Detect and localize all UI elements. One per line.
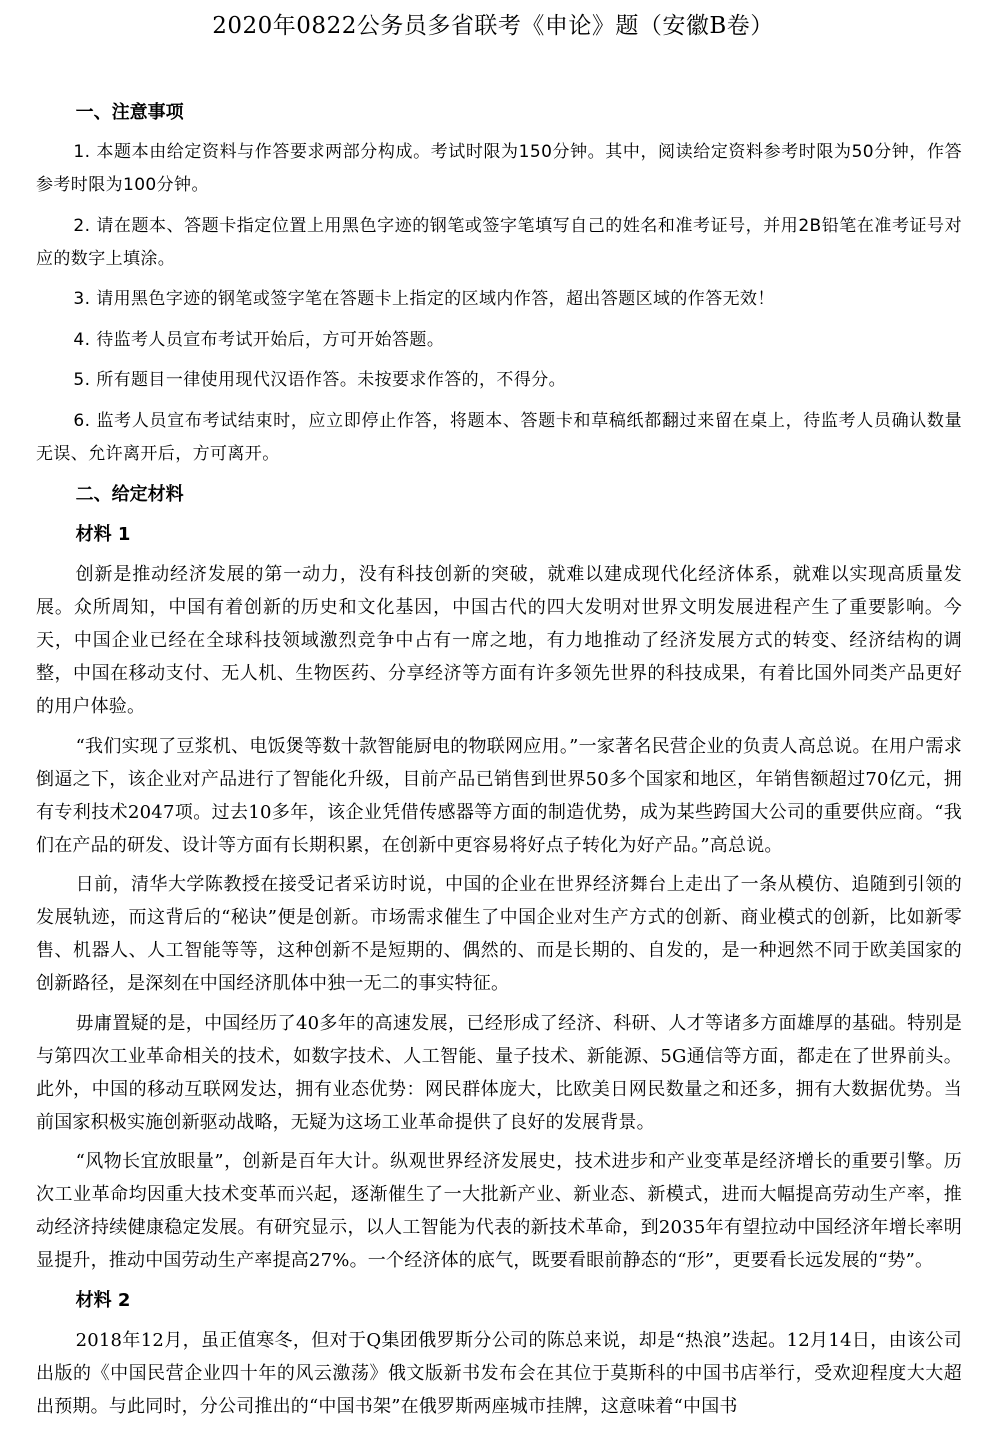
notice-item-2: 2. 请在题本、答题卡指定位置上用黑色字迹的钢笔或签字笔填写自己的姓名和准考证号，并用2B铅笔在准考证号对应的数字上填涂。 bbox=[36, 215, 962, 269]
material1-paragraph: 日前，清华大学陈教授在接受记者采访时说，中国的企业在世界经济舞台上走出了一条从模仿、追随到引领的发展轨迹，而这背后的“秘诀”便是创新。市场需求催生了中国企业对生产方式的创新、商业模式的创新，比如新零售、机器人、人工智能等等，这种创新不是短期的、偶然的、而是长期的、自发的，是一种迥然不同于欧美国家的创新路径，是深刻在中国经济肌体中独一无二的事实特征。 bbox=[36, 874, 962, 994]
document-body bbox=[36, 96, 962, 1429]
document-title: 2020年0822公务员多省联考《申论》题（安徽B卷） bbox=[212, 13, 774, 39]
material1-paragraph: “风物长宜放眼量”，创新是百年大计。纵观世界经济发展史，技术进步和产业变革是经济增长的重要引擎。历次工业革命均因重大技术变革而兴起，逐渐催生了一大批新产业、新业态、新模式，进而大幅提高劳动生产率，推动经济持续健康稳定发展。有研究显示，以人工智能为代表的新技术革命，到2035年有望拉动中国经济年增长率明显提升，推动中国劳动生产率提高27%。一个经济体的底气，既要看眼前静态的“形”，更要看长远发展的“势”。 bbox=[36, 1151, 962, 1271]
materials-heading: 二、给定材料 bbox=[75, 484, 184, 505]
material2-heading: 材料 2 bbox=[75, 1289, 131, 1311]
notice-item-3: 3. 请用黑色字迹的钢笔或签字笔在答题卡上指定的区域内作答，超出答题区域的作答无效！ bbox=[73, 289, 775, 309]
notice-item-6: 6. 监考人员宣布考试结束时，应立即停止作答，将题本、答题卡和草稿纸都翻过来留在桌上，待监考人员确认数量无误、允许离开后，方可离开。 bbox=[36, 410, 962, 464]
notice-heading: 一、注意事项 bbox=[75, 102, 184, 123]
material1-paragraph: 毋庸置疑的是，中国经历了40多年的高速发展，已经形成了经济、科研、人才等诸多方面雄厚的基础。特别是与第四次工业革命相关的技术，如数字技术、人工智能、量子技术、新能源、5G通信等方面，都走在了世界前头。此外，中国的移动互联网发达，拥有业态优势：网民群体庞大，比欧美日网民数量之和还多，拥有大数据优势。当前国家积极实施创新驱动战略，无疑为这场工业革命提供了良好的发展背景。 bbox=[36, 1012, 962, 1133]
material1-heading: 材料 1 bbox=[75, 524, 131, 545]
notice-item-5: 5. 所有题目一律使用现代汉语作答。未按要求作答的，不得分。 bbox=[73, 370, 567, 390]
notice-item-1: 1. 本题本由给定资料与作答要求两部分构成。考试时限为150分钟。其中，阅读给定资料参考时限为50分钟，作答参考时限为100分钟。 bbox=[36, 142, 962, 195]
material1-paragraph: 创新是推动经济发展的第一动力，没有科技创新的突破，就难以建成现代化经济体系，就难以实现高质量发展。众所周知，中国有着创新的历史和文化基因，中国古代的四大发明对世界文明发展进程产生了重要影响。今天，中国企业已经在全球科技领域激烈竞争中占有一席之地，有力地推动了经济发展方式的转变、经济结构的调整，中国在移动支付、无人机、生物医药、分享经济等方面有许多领先世界的科技成果，有着比国外同类产品更好的用户体验。 bbox=[36, 564, 962, 717]
notice-item-4: 4. 待监考人员宣布考试开始后，方可开始答题。 bbox=[73, 329, 445, 350]
material1-paragraph: “我们实现了豆浆机、电饭煲等数十款智能厨电的物联网应用。”一家著名民营企业的负责人高总说。在用户需求倒逼之下，该企业对产品进行了智能化升级，目前产品已销售到世界50多个国家和地区，年销售额超过70亿元，拥有专利技术2047项。过去10多年，该企业凭借传感器等方面的制造优势，成为某些跨国大公司的重要供应商。“我们在产品的研发、设计等方面有长期积累，在创新中更容易将好点子转化为好产品。”高总说。 bbox=[36, 735, 962, 856]
material2-paragraph: 2018年12月，虽正值寒冬，但对于Q集团俄罗斯分公司的陈总来说，却是“热浪”迭起。12月14日，由该公司出版的《中国民营企业四十年的风云激荡》俄文版新书发布会在其位于莫斯科的中国书店举行，受欢迎程度大大超出预期。与此同时，分公司推出的“中国书架”在俄罗斯两座城市挂牌，这意味着“中国书 bbox=[36, 1329, 962, 1417]
